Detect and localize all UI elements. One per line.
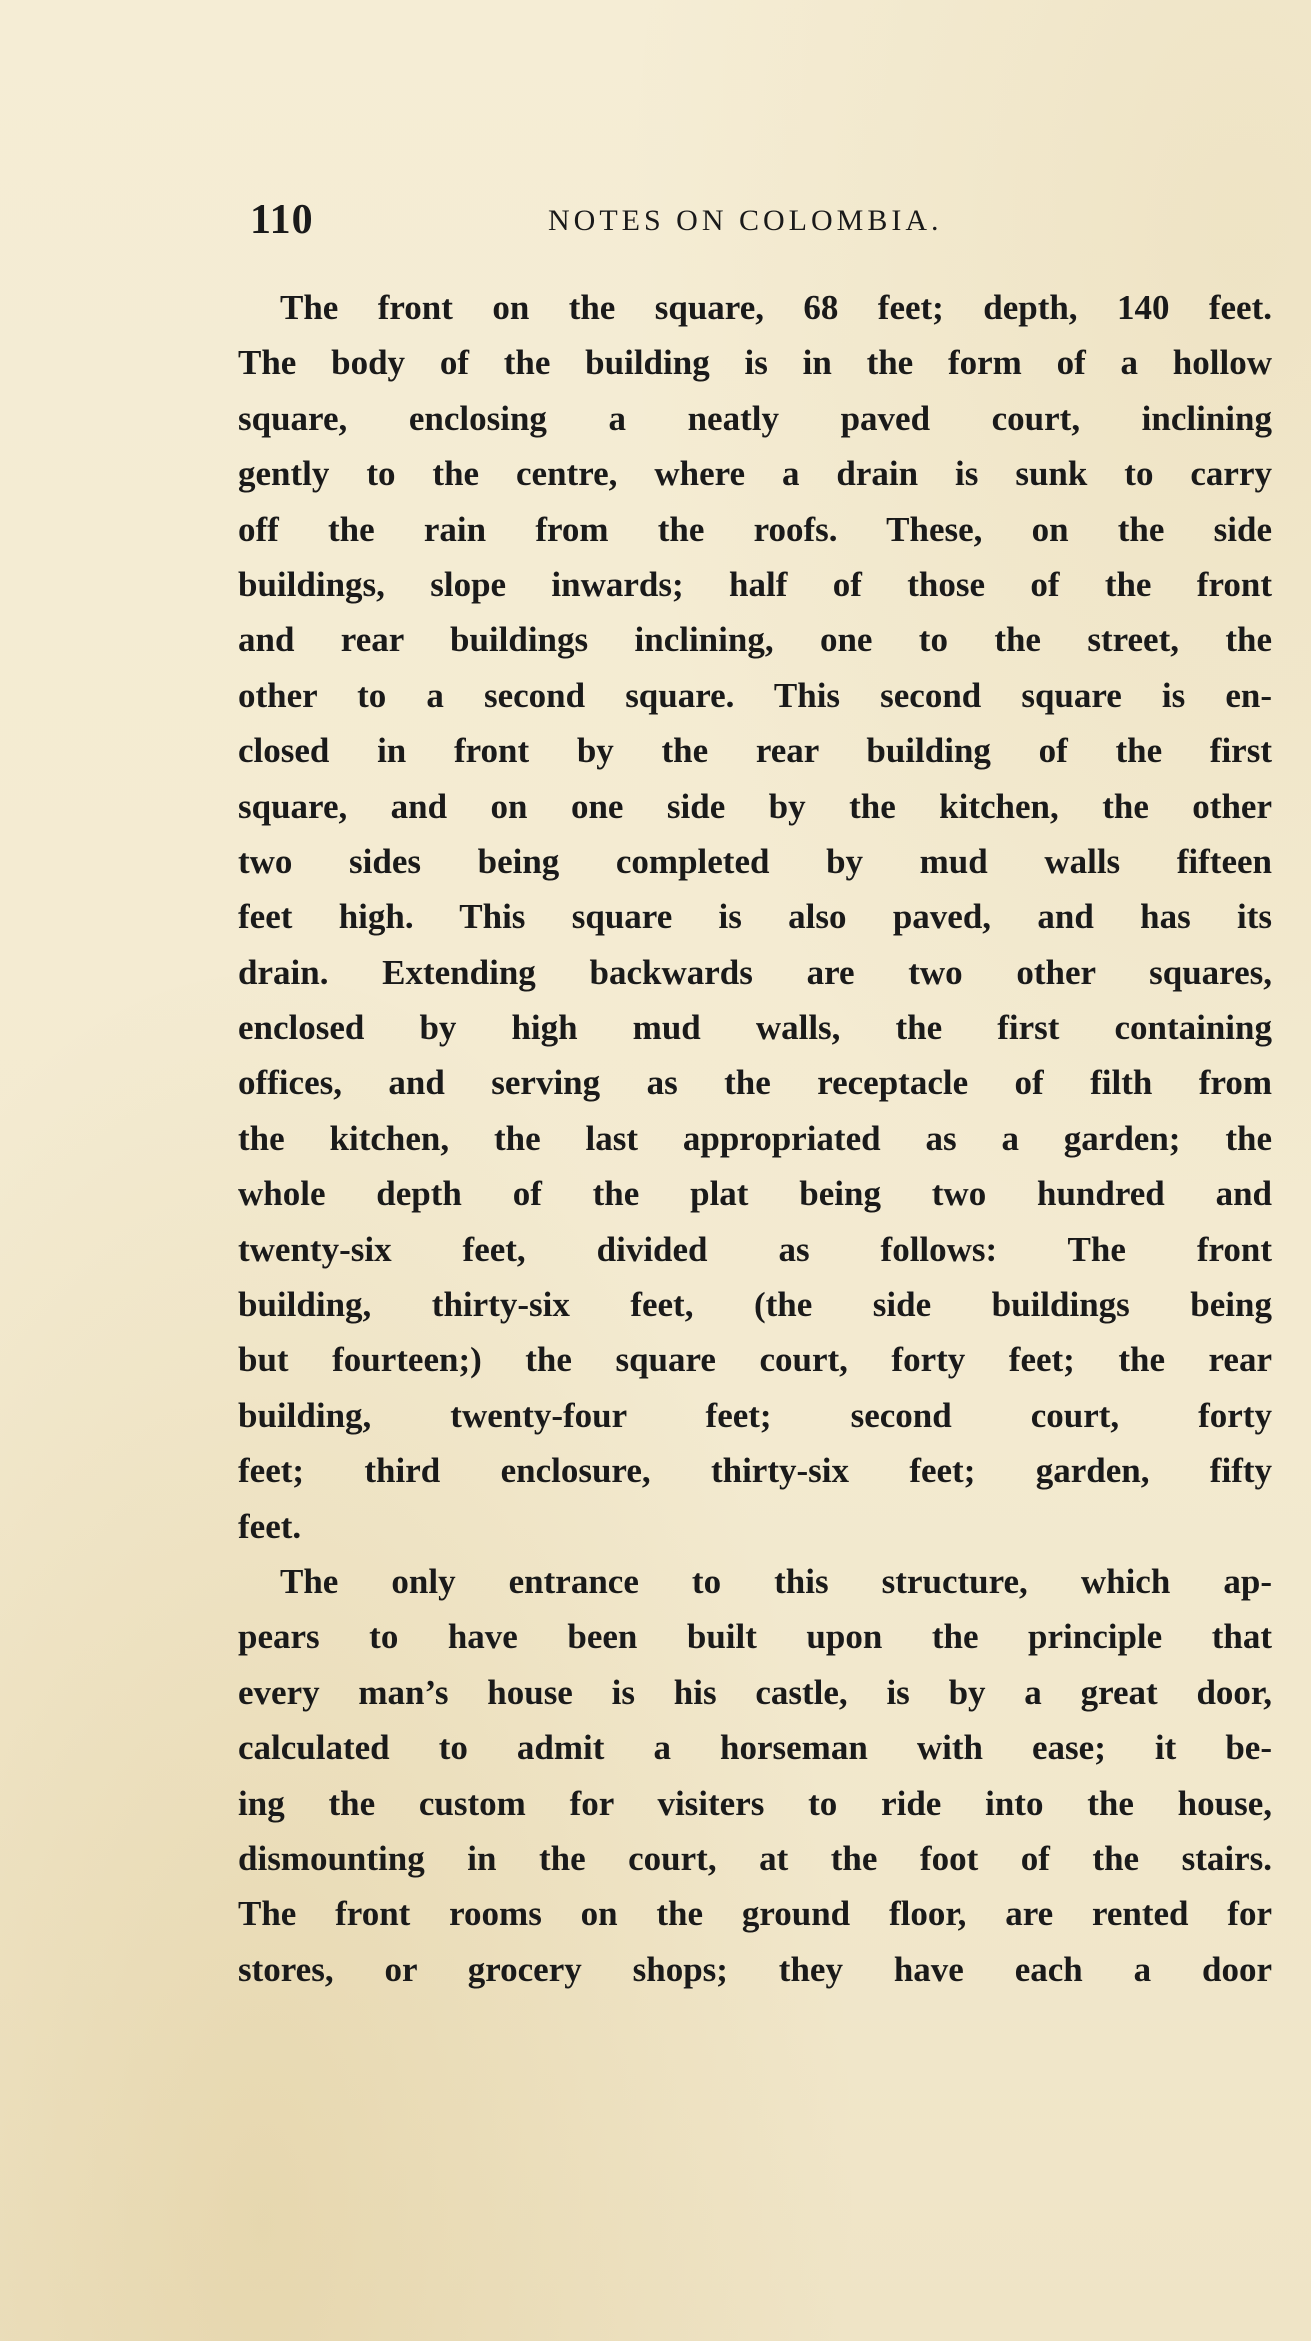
text-line: The front on the square, 68 feet; depth, 140 feet. (280, 288, 1272, 327)
text-line: feet high. This square is also paved, and has its (238, 897, 1272, 937)
text-line: buildings, slope inwards; half of those of the front (238, 564, 1272, 604)
text-line: drain. Extending backwards are two other squares, (238, 952, 1272, 992)
text-line: The front rooms on the ground floor, are rented for (238, 1894, 1272, 1934)
text-line: whole depth of the plat being two hundred and (238, 1174, 1272, 1214)
text-line: The only entrance to this structure, which ap- (280, 1561, 1272, 1601)
page-number: 110 (250, 197, 314, 243)
text-line: enclosed by high mud walls, the first containing (238, 1008, 1272, 1048)
text-line: building, thirty-six feet, (the side buildings being (238, 1285, 1272, 1325)
text-line: square, and on one side by the kitchen, the other (238, 786, 1272, 826)
text-line: calculated to admit a horseman with ease; it be- (238, 1728, 1272, 1768)
page-header (250, 196, 990, 248)
text-line: feet. (238, 1506, 302, 1546)
text-line: pears to have been built upon the principle that (238, 1617, 1272, 1657)
text-line: other to a second square. This second square is en- (238, 675, 1272, 715)
text-line: stores, or grocery shops; they have each a door (238, 1949, 1272, 1989)
text-line: square, enclosing a neatly paved court, inclining (238, 398, 1272, 438)
text-line: the kitchen, the last appropriated as a garden; the (238, 1118, 1272, 1158)
text-line: feet; third enclosure, thirty-six feet; garden, fifty (238, 1451, 1272, 1491)
text-line: off the rain from the roofs. These, on the side (238, 509, 1272, 549)
text-line: twenty-six feet, divided as follows: The front (238, 1229, 1272, 1269)
text-line: The body of the building is in the form of a hollow (238, 343, 1272, 383)
running-title: NOTES ON COLOMBIA. (548, 204, 943, 237)
body-text (238, 280, 1272, 1997)
text-line: building, twenty-four feet; second court, forty (238, 1395, 1272, 1435)
text-line: offices, and serving as the receptacle of filth from (238, 1063, 1272, 1103)
text-line: and rear buildings inclining, one to the street, the (238, 620, 1272, 660)
text-line: but fourteen;) the square court, forty feet; the rear (238, 1340, 1272, 1380)
text-line: gently to the centre, where a drain is sunk to carry (238, 454, 1272, 494)
text-line: ing the custom for visiters to ride into the house, (238, 1783, 1272, 1823)
text-line: closed in front by the rear building of the first (238, 731, 1272, 771)
text-line: two sides being completed by mud walls fifteen (238, 841, 1272, 881)
text-line: dismounting in the court, at the foot of the stairs. (238, 1838, 1272, 1878)
text-line: every man’s house is his castle, is by a great door, (238, 1672, 1272, 1712)
